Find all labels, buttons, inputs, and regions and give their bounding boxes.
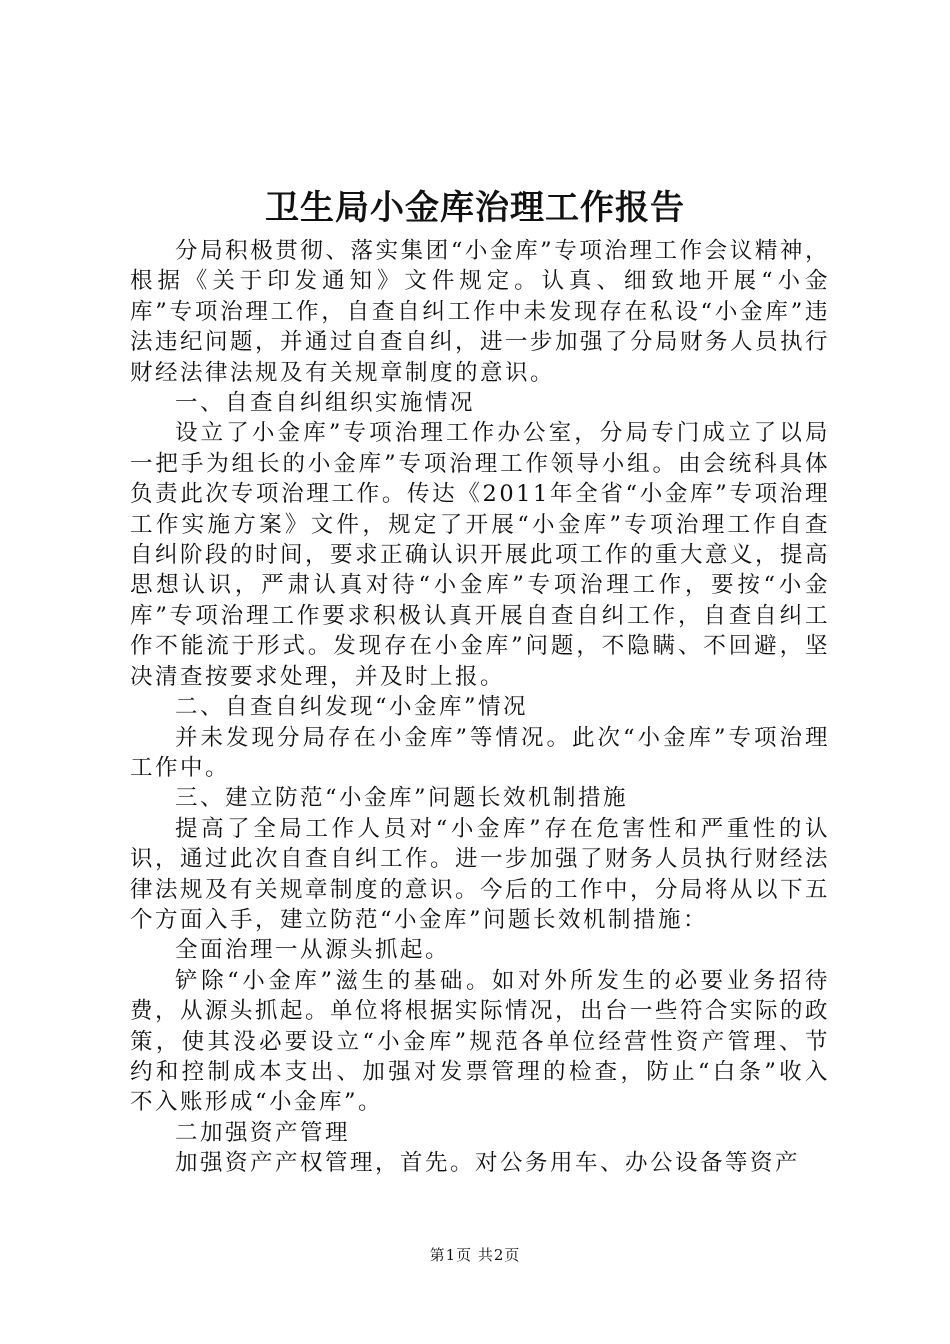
paragraph-section-2: 并未发现分局存在小金库”等情况。此次“小金库”专项治理工作中。 bbox=[130, 724, 830, 781]
document-title: 卫生局小金库治理工作报告 bbox=[265, 188, 685, 228]
paragraph-section-1: 设立了小金库”专项治理工作办公室，分局专门成立了以局一把手为组长的小金库”专项治理工作领导小组。由会统科具体负责此次专项治理工作。传达《2011年全省“小金库”专项治理工作实施方案》文件，规定了开展“小金库”专项治理工作自查自纠阶段的时间，要求正确认识开展此项工作的重大意义，提高思想认识，严肃认真对待“小金库”专项治理工作，要按“小金库”专项治理工作要求积极认真开展自查自纠工作，自查自纠工作不能流于形式。发现存在小金库”问题，不隐瞒、不回避，坚决清查按要求处理，并及时上报。 bbox=[130, 420, 831, 690]
subheading-asset-management: 二加强资产管理 bbox=[175, 1119, 351, 1146]
section-heading-1: 一、自查自纠组织实施情况 bbox=[175, 390, 476, 417]
paragraph-asset-management: 加强资产产权管理，首先。对公务用车、办公设备等资产 bbox=[175, 1150, 801, 1177]
section-heading-3: 三、建立防范“小金库”问题长效机制措施 bbox=[175, 785, 629, 812]
paragraph-source-control: 铲除“小金库”滋生的基础。如对外所发生的必要业务招待费，从源头抓起。单位将根据实际情况，出台一些符合实际的政策，使其没必要设立“小金库”规范各单位经营性资产管理、节约和控制成本支出、加强对发票管理的检查，防止“白条”收入不入账形成“小金库”。 bbox=[130, 967, 831, 1116]
paragraph-section-3: 提高了全局工作人员对“小金库”存在危害性和严重性的认识，通过此次自查自纠工作。进一步加强了财务人员执行财经法律法规及有关规章制度的意识。今后的工作中，分局将从以下五个方面入手，建立防范“小金库”问题长效机制措施： bbox=[130, 815, 831, 933]
subheading-source-control: 全面治理一从源头抓起。 bbox=[175, 937, 451, 964]
paragraph-intro: 分局积极贯彻、落实集团“小金库”专项治理工作会议精神，根据《关于印发通知》文件规定。认真、细致地开展“小金库”专项治理工作，自查自纠工作中未发现存在私设“小金库”违法违纪问题，并通过自查自纠，进一步加强了分局财务人员执行财经法律法规及有关规章制度的意识。 bbox=[130, 238, 831, 386]
section-heading-2: 二、自查自纠发现“小金库”情况 bbox=[175, 694, 529, 721]
document-body bbox=[130, 236, 830, 1179]
page-footer: 第1页 共2页 bbox=[429, 1246, 521, 1264]
